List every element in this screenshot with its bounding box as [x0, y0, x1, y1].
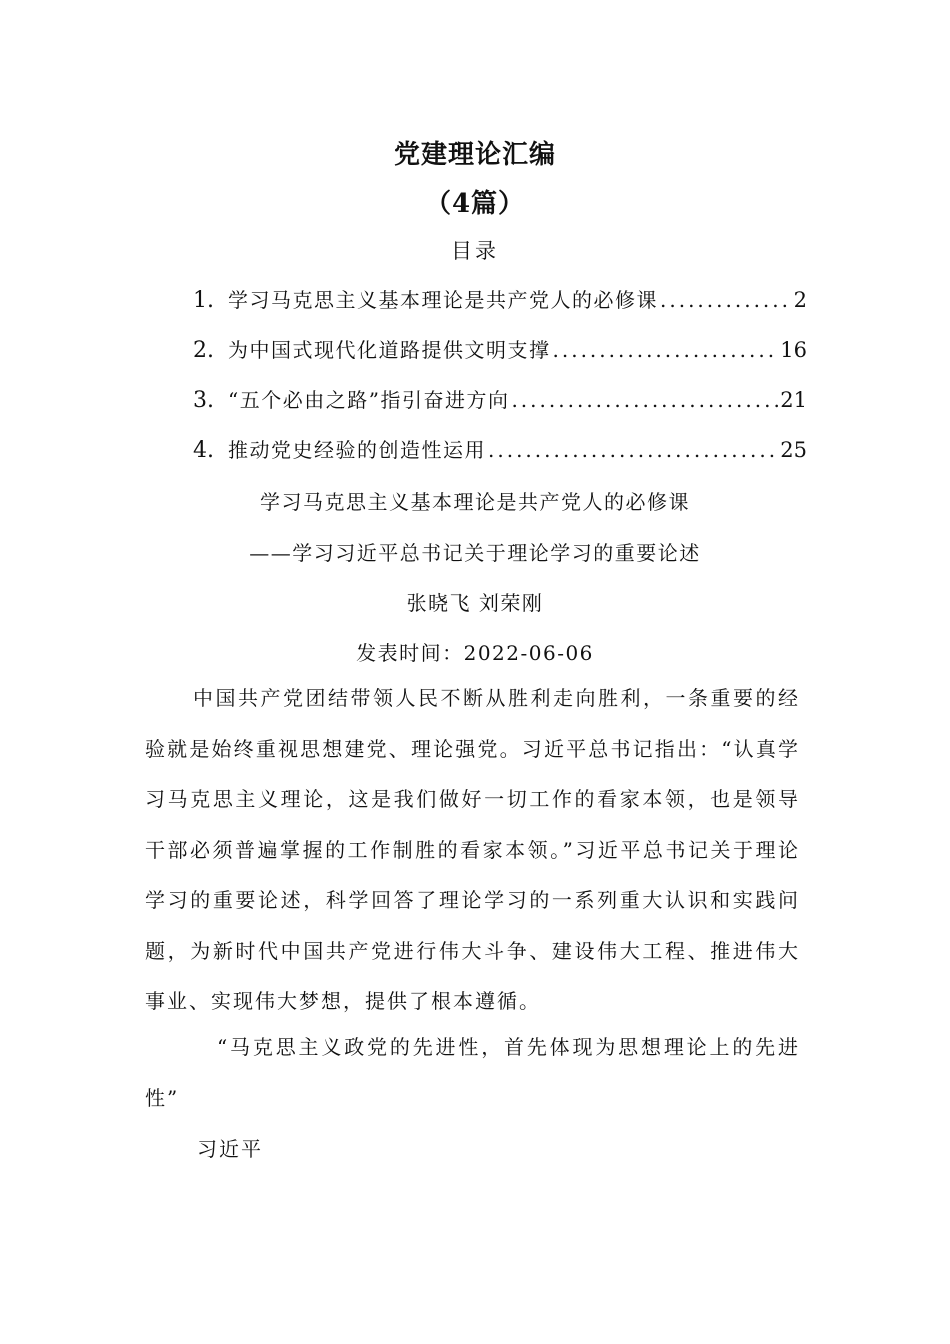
toc-leader-dots [660, 288, 792, 312]
toc-entry-page: 25 [780, 438, 807, 462]
quote-speaker: 习近平 [197, 1137, 263, 1161]
toc-entry[interactable] [193, 284, 807, 334]
toc-entry-page: 21 [780, 388, 807, 412]
quote-heading: “马克思主义政党的先进性，首先体现为思想理论上的先进性” [145, 1035, 800, 1110]
body-paragraph: 中国共产党团结带领人民不断从胜利走向胜利，一条重要的经验就是始终重视思想建党、理论强党。习近平总书记指出：“认真学习马克思主义理论，这是我们做好一切工作的看家本领，也是领导干部必须普遍掌握的工作制胜的看家本领。”习近平总书记关于理论学习的重要论述，科学回答了理论学习的一系列重大认识和实践问题，为新时代中国共产党进行伟大斗争、建设伟大工程、推进伟大事业、实现伟大梦想，提供了根本遵循。 [145, 686, 800, 1013]
table-of-contents [193, 284, 807, 484]
toc-leader-dots [553, 338, 779, 362]
toc-entry[interactable] [193, 384, 807, 434]
toc-entry-title: 推动党史经验的创造性运用 [228, 438, 486, 462]
toc-entry-number: 1. [193, 288, 214, 313]
toc-heading: 目录 [451, 239, 499, 263]
toc-entry[interactable] [193, 334, 807, 384]
toc-entry-number: 4. [193, 438, 214, 463]
toc-entry-number: 2. [193, 338, 214, 363]
document-title: 党建理论汇编 [393, 140, 556, 170]
toc-entry-page: 16 [780, 338, 807, 362]
toc-entry-title: 学习马克思主义基本理论是共产党人的必修课 [228, 288, 658, 312]
toc-entry-number: 3. [193, 388, 214, 413]
toc-entry-title: “五个必由之路”指引奋进方向 [228, 388, 510, 412]
document-subtitle: （4篇） [424, 189, 526, 219]
article-authors: 张晓飞 刘荣刚 [406, 591, 544, 615]
article-subtitle: ——学习习近平总书记关于理论学习的重要论述 [249, 541, 701, 565]
article-title: 学习马克思主义基本理论是共产党人的必修课 [260, 490, 690, 514]
toc-entry[interactable] [193, 434, 807, 484]
toc-entry-title: 为中国式现代化道路提供文明支撑 [228, 338, 551, 362]
toc-leader-dots [488, 438, 778, 462]
article-date: 发表时间：2022-06-06 [356, 641, 594, 665]
toc-leader-dots [511, 388, 778, 412]
toc-entry-page: 2 [793, 288, 807, 312]
